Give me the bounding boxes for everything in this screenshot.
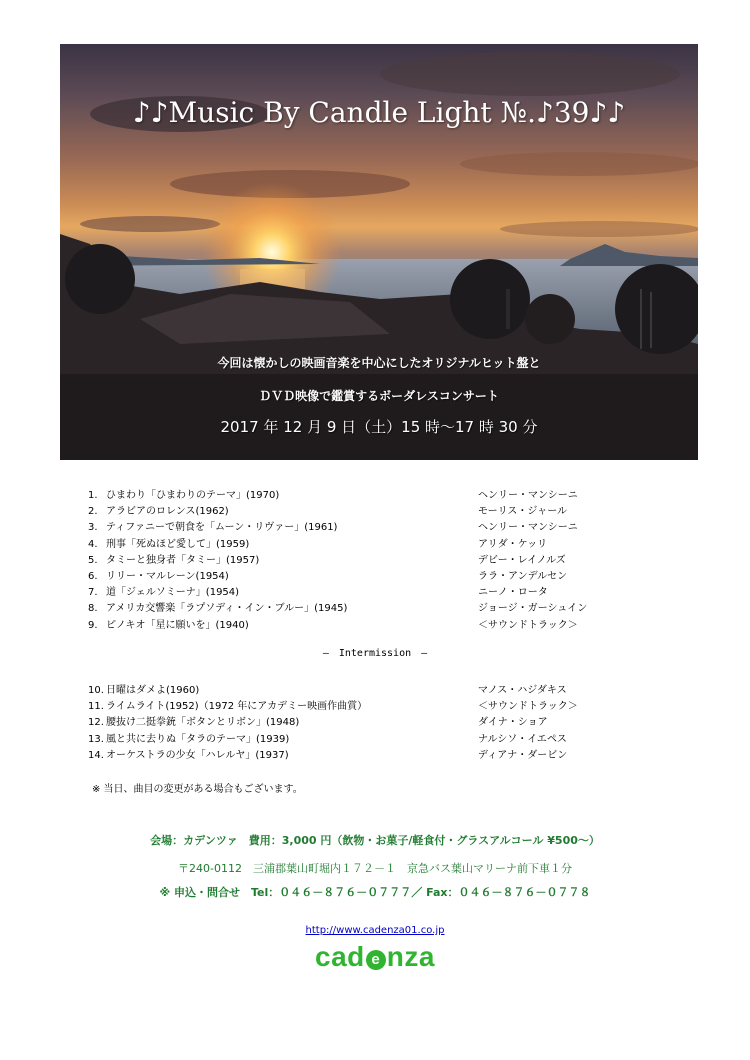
track-title: 腰抜け二挺拳銃「ボタンとリボン」(1948) <box>106 717 300 729</box>
track-number: 13. <box>88 733 104 745</box>
concert-title: ♪♪Music By Candle Light №.♪39♪♪ <box>132 96 626 129</box>
cadenza-logo <box>0 941 750 973</box>
track-artist: モーリス・ジャール <box>478 506 567 518</box>
program-row <box>88 569 648 585</box>
concert-description-line1: 今回は懐かしの映画音楽を中心にしたオリジナルヒット盤と <box>217 356 541 370</box>
program-row <box>88 715 648 731</box>
track-number: 5. <box>88 554 98 566</box>
track-artist: ヘンリー・マンシーニ <box>478 490 578 501</box>
track-artist: デビー・レイノルズ <box>478 554 566 566</box>
track-artist: マノス・ハジダキス <box>478 685 567 696</box>
program-row <box>88 537 648 553</box>
track-title: ひまわり「ひまわりのテーマ」(1970) <box>106 490 280 501</box>
sunset-hero-image <box>60 44 698 460</box>
logo-text-end: nza <box>386 941 435 972</box>
track-artist: ヘンリー・マンシーニ <box>478 522 578 534</box>
track-artist: ララ・アンデルセン <box>478 570 568 582</box>
concert-date: 2017 年 12 月 9 日（土）15 時～17 時 30 分 <box>220 418 538 436</box>
track-artist: ニーノ・ロータ <box>478 587 548 599</box>
program-list-part2 <box>88 683 648 764</box>
contact-info: ※ 申込・問合せ Tel：０４６－８７６－０７７７／ Fax：０４６－８７６－０７７８ <box>159 886 591 899</box>
track-title: ライムライト(1952)（1972 年にアカデミー映画作曲賞） <box>106 701 368 713</box>
logo-text-start: cad <box>315 941 365 972</box>
venue-and-fee: 会場：カデンツァ 費用：3,000 円（飲物・お菓子/軽食付・グラスアルコール ¥500～） <box>150 834 600 847</box>
track-title: 風と共に去りぬ「タラのテーマ」(1939) <box>106 733 290 745</box>
program-row <box>88 553 648 569</box>
program-row <box>88 488 648 504</box>
track-title: オーケストラの少女「ハレルヤ」(1937) <box>106 749 289 761</box>
track-artist: ディアナ・ダービン <box>478 749 568 761</box>
track-title: アメリカ交響楽「ラプソディ・イン・ブルー」(1945) <box>106 603 348 615</box>
program-row <box>88 504 648 520</box>
program-row <box>88 618 648 634</box>
track-artist: ダイナ・ショア <box>478 717 548 729</box>
track-title: 道「ジェルソミーナ」(1954) <box>106 587 240 599</box>
track-title: 刑事「死ぬほど愛して」(1959) <box>106 538 250 550</box>
program-row <box>88 748 648 764</box>
website-link-text[interactable]: http://www.cadenza01.co.jp <box>305 925 445 936</box>
concert-description-line2: ＤＶＤ映像で鑑賞するボーダレスコンサート <box>259 389 499 403</box>
track-number: 9. <box>88 619 98 631</box>
track-title: 日曜はダメよ(1960) <box>106 685 200 696</box>
track-artist: ナルシソ・イエペス <box>478 733 567 745</box>
track-number: 4. <box>88 538 98 550</box>
program-row <box>88 699 648 715</box>
track-artist: ＜サウンドトラック＞ <box>478 701 578 713</box>
track-title: タミーと独身者「タミー」(1957) <box>106 554 260 566</box>
track-title: アラビアのロレンス(1962) <box>106 506 229 518</box>
track-number: 14. <box>88 749 104 761</box>
track-title: ティファニーで朝食を「ムーン・リヴァー」(1961) <box>106 522 338 534</box>
track-number: 2. <box>88 506 98 518</box>
program-row <box>88 585 648 601</box>
track-number: 6. <box>88 570 98 582</box>
logo-e-circle: e <box>366 950 386 970</box>
track-number: 11. <box>88 701 104 713</box>
track-number: 10. <box>88 685 104 696</box>
track-artist: ＜サウンドトラック＞ <box>478 619 578 631</box>
track-title: ピノキオ「星に願いを」(1940) <box>106 619 249 631</box>
program-row <box>88 520 648 536</box>
intermission-label: ― Intermission ― <box>322 648 428 659</box>
track-title: リリー・マルレーン(1954) <box>106 570 229 582</box>
program-row <box>88 683 648 699</box>
track-number: 7. <box>88 587 98 599</box>
program-row <box>88 601 648 617</box>
track-number: 3. <box>88 522 98 534</box>
track-number: 12. <box>88 717 104 729</box>
track-artist: アリダ・ケッリ <box>478 538 548 550</box>
venue-address: 〒240-0112 三浦郡葉山町堀内１７２－１ 京急バス葉山マリーナ前下車１分 <box>178 862 572 875</box>
program-change-note: ※ 当日、曲目の変更がある場合もございます。 <box>92 784 303 795</box>
track-artist: ジョージ・ガーシュイン <box>478 603 588 615</box>
website-link[interactable] <box>0 925 750 936</box>
program-list-part1 <box>88 488 648 634</box>
track-number: 8. <box>88 603 98 615</box>
program-row <box>88 732 648 748</box>
track-number: 1. <box>88 490 98 501</box>
